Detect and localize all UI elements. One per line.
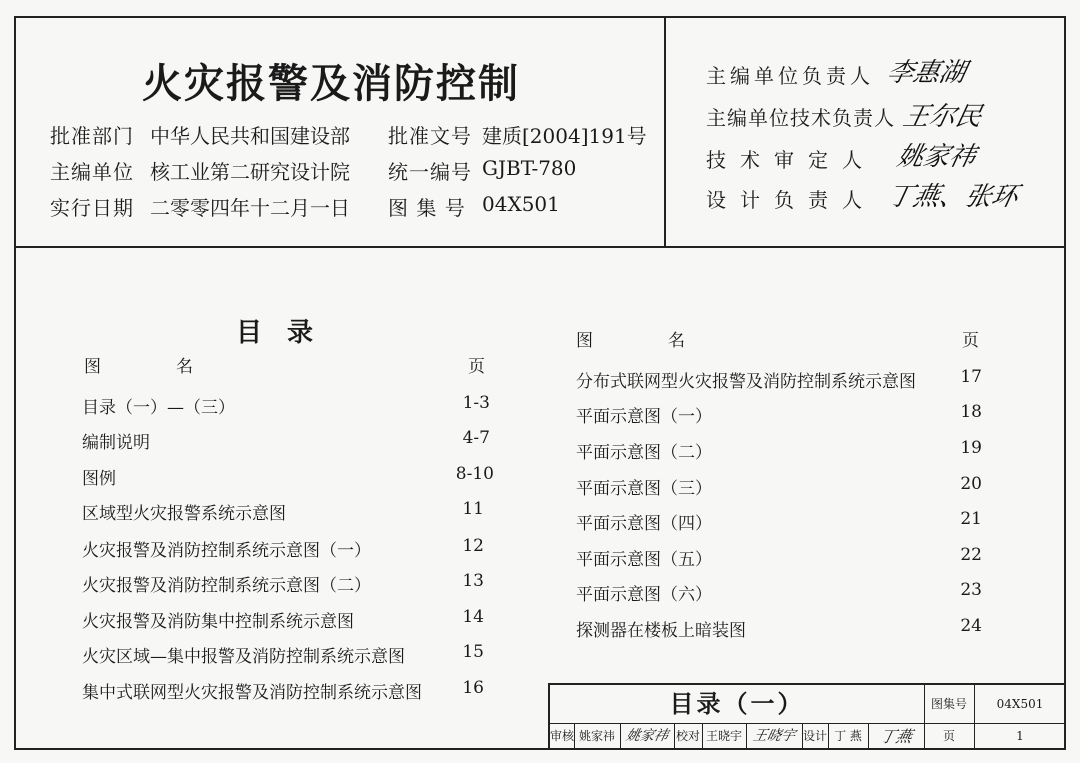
toc-item-name[interactable]: 火灾报警及消防集中控制系统示意图 bbox=[82, 612, 354, 632]
toc-item-name[interactable]: 区域型火灾报警系统示意图 bbox=[82, 504, 286, 524]
toc-item-page: 23 bbox=[960, 580, 982, 600]
check-label: 校对 bbox=[675, 729, 700, 743]
toc-item-page: 8-10 bbox=[455, 464, 494, 484]
role-label: 设计负责人 bbox=[706, 188, 876, 212]
toc-item-name[interactable]: 火灾报警及消防控制系统示意图（二） bbox=[82, 576, 371, 596]
toc-column-name-header: 图 名 bbox=[84, 357, 199, 377]
toc-item-name[interactable]: 图例 bbox=[82, 469, 116, 489]
toc-item-page: 22 bbox=[960, 545, 982, 565]
toc-item-name[interactable]: 平面示意图（四） bbox=[576, 514, 712, 534]
info-value: 核工业第二研究设计院 bbox=[150, 160, 350, 184]
role-label: 技术审定人 bbox=[706, 148, 876, 172]
toc-item-name[interactable]: 平面示意图（一） bbox=[576, 407, 712, 427]
handwritten-signature: 丁燕、张环 bbox=[884, 182, 1021, 212]
toc-column-page-header: 页 bbox=[962, 331, 979, 351]
info-label: 实行日期 bbox=[50, 196, 134, 220]
handwritten-signature: 姚家祎 bbox=[894, 142, 979, 172]
info-value: GJBT-780 bbox=[482, 156, 577, 180]
toc-column-page-header: 页 bbox=[468, 357, 485, 377]
toc-item-page: 1-3 bbox=[462, 393, 490, 413]
sheet-title: 目录（一） bbox=[669, 690, 805, 718]
info-value: 建质[2004]191号 bbox=[482, 124, 647, 148]
toc-item-name[interactable]: 平面示意图（二） bbox=[576, 443, 712, 463]
role-label: 主编单位负责人 bbox=[706, 64, 874, 88]
review-label: 审核 bbox=[550, 729, 575, 743]
designer-name: 丁 燕 bbox=[834, 729, 862, 743]
page-label: 页 bbox=[942, 729, 955, 743]
info-label: 统一编号 bbox=[388, 160, 472, 184]
atlas-number: 04X501 bbox=[996, 697, 1044, 711]
handwritten-signature: 王尔民 bbox=[900, 102, 985, 132]
toc-item-page: 19 bbox=[960, 438, 982, 458]
toc-column-name-header: 图 名 bbox=[576, 331, 691, 351]
toc-item-page: 4-7 bbox=[462, 428, 490, 448]
design-label: 设计 bbox=[802, 729, 827, 743]
info-label: 图 集 号 bbox=[388, 196, 466, 220]
header-info-panel bbox=[14, 16, 666, 248]
atlas-number-label: 图集号 bbox=[930, 697, 967, 711]
info-label: 主编单位 bbox=[50, 160, 134, 184]
info-value: 二零零四年十二月一日 bbox=[150, 196, 350, 220]
responsible-row bbox=[706, 102, 895, 131]
toc-item-page: 15 bbox=[462, 642, 484, 662]
handwritten-signature: 李惠湖 bbox=[884, 58, 969, 88]
document-title: 火灾报警及消防控制 bbox=[142, 61, 520, 107]
reviewer-signature: 姚家祎 bbox=[624, 728, 670, 744]
responsible-persons-panel bbox=[666, 16, 1066, 248]
responsible-row bbox=[706, 60, 874, 89]
toc-item-name[interactable]: 分布式联网型火灾报警及消防控制系统示意图 bbox=[576, 372, 916, 392]
toc-item-page: 14 bbox=[462, 607, 484, 627]
toc-item-page: 20 bbox=[960, 474, 982, 494]
toc-item-page: 17 bbox=[960, 367, 982, 387]
designer-signature: 丁燕 bbox=[877, 727, 915, 746]
checker-name: 王晓宇 bbox=[705, 729, 742, 743]
toc-item-page: 13 bbox=[462, 571, 484, 591]
reviewer-name: 姚家祎 bbox=[578, 729, 615, 743]
info-label: 批准文号 bbox=[388, 124, 472, 148]
toc-item-name[interactable]: 火灾报警及消防控制系统示意图（一） bbox=[82, 541, 371, 561]
toc-item-name[interactable]: 探测器在楼板上暗装图 bbox=[576, 621, 746, 641]
toc-item-name[interactable]: 集中式联网型火灾报警及消防控制系统示意图 bbox=[82, 683, 422, 703]
role-label: 主编单位技术负责人 bbox=[706, 106, 895, 130]
page-number: 1 bbox=[1016, 729, 1024, 743]
toc-item-page: 12 bbox=[462, 536, 484, 556]
checker-signature: 王晓宇 bbox=[751, 728, 797, 744]
toc-item-name[interactable]: 平面示意图（六） bbox=[576, 585, 712, 605]
toc-item-name[interactable]: 火灾区域—集中报警及消防控制系统示意图 bbox=[82, 647, 405, 667]
toc-heading: 目 录 bbox=[236, 318, 322, 348]
toc-item-page: 11 bbox=[462, 499, 484, 519]
toc-item-page: 16 bbox=[462, 678, 484, 698]
title-block bbox=[548, 683, 1066, 750]
responsible-row bbox=[706, 144, 876, 173]
info-value: 中华人民共和国建设部 bbox=[150, 124, 350, 148]
info-label: 批准部门 bbox=[50, 124, 134, 148]
toc-item-name[interactable]: 编制说明 bbox=[82, 433, 150, 453]
toc-item-page: 18 bbox=[960, 402, 982, 422]
info-value: 04X501 bbox=[482, 192, 560, 216]
toc-item-name[interactable]: 平面示意图（三） bbox=[576, 479, 712, 499]
toc-item-name[interactable]: 平面示意图（五） bbox=[576, 550, 712, 570]
toc-item-page: 21 bbox=[960, 509, 982, 529]
toc-item-name[interactable]: 目录（一）—（三） bbox=[82, 398, 235, 418]
toc-item-page: 24 bbox=[960, 616, 982, 636]
responsible-row bbox=[706, 184, 876, 213]
